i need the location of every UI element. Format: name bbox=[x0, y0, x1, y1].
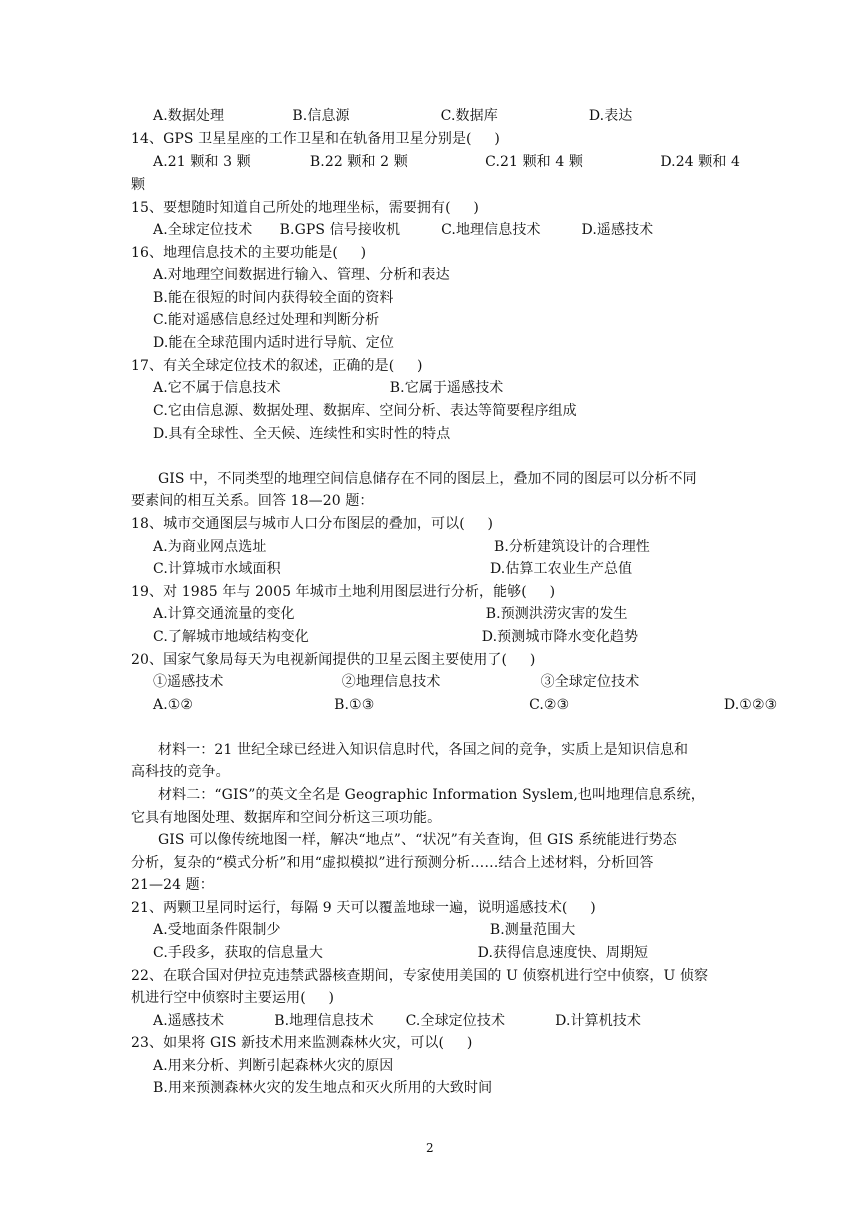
q15-options: A.全球定位技术 B.GPS 信号接收机 C.地理信息技术 D.遥感技术 bbox=[153, 222, 654, 238]
q19-stem: 19、对 1985 年与 2005 年城市土地利用图层进行分析，能够( ) bbox=[131, 584, 556, 600]
q22-options: A.遥感技术 B.地理信息技术 C.全球定位技术 D.计算机技术 bbox=[153, 1013, 641, 1029]
q22-stem-line1: 22、在联合国对伊拉克违禁武器核查期间，专家使用美国的 U 侦察机进行空中侦察，U 侦察 bbox=[131, 968, 709, 984]
material-3-line3: 21—24 题： bbox=[131, 877, 214, 893]
q18-options-ab: A.为商业网点选址 B.分析建筑设计的合理性 bbox=[153, 539, 650, 555]
q16-stem: 16、地理信息技术的主要功能是( ) bbox=[131, 245, 367, 261]
q21-stem: 21、两颗卫星同时运行，每隔 9 天可以覆盖地球一遍，说明遥感技术( ) bbox=[131, 900, 596, 916]
passage-18-20-line2: 要素间的相互关系。回答 18—20 题： bbox=[131, 493, 374, 509]
q17-option-d: D.具有全球性、全天候、连续性和实时性的特点 bbox=[153, 426, 451, 442]
q16-option-d: D.能在全球范围内适时进行导航、定位 bbox=[153, 335, 394, 351]
material-1-line2: 高科技的竞争。 bbox=[131, 764, 230, 780]
q20-stem: 20、国家气象局每天为电视新闻提供的卫星云图主要使用了( ) bbox=[131, 652, 536, 668]
q20-options: A.①② B.①③ C.②③ D.①②③ bbox=[153, 697, 778, 713]
q14-options-wrap: 颗 bbox=[131, 177, 146, 193]
q16-option-c: C.能对遥感信息经过处理和判断分析 bbox=[153, 312, 380, 328]
q23-option-b: B.用来预测森林火灾的发生地点和灭火所用的大致时间 bbox=[153, 1080, 493, 1096]
q18-options-cd: C.计算城市水域面积 D.估算工农业生产总值 bbox=[153, 561, 633, 577]
material-3-line1: GIS 可以像传统地图一样，解决“地点”、“状况”有关查询，但 GIS 系统能进行势态 bbox=[158, 832, 677, 848]
q17-options-ab: A.它不属于信息技术 B.它属于遥感技术 bbox=[153, 380, 504, 396]
q19-options-ab: A.计算交通流量的变化 B.预测洪涝灾害的发生 bbox=[153, 606, 628, 622]
q16-option-b: B.能在很短的时间内获得较全面的资料 bbox=[153, 290, 394, 306]
material-3-line2: 分析，复杂的“模式分析”和用“虚拟模拟”进行预测分析……结合上述材料，分析回答 bbox=[131, 855, 654, 871]
q17-stem: 17、有关全球定位技术的叙述，正确的是( ) bbox=[131, 358, 423, 374]
q19-options-cd: C.了解城市地域结构变化 D.预测城市降水变化趋势 bbox=[153, 629, 639, 645]
q17-option-c: C.它由信息源、数据处理、数据库、空间分析、表达等简要程序组成 bbox=[153, 403, 577, 419]
q21-options-ab: A.受地面条件限制少 B.测量范围大 bbox=[153, 922, 576, 938]
q13-options: A.数据处理 B.信息源 C.数据库 D.表达 bbox=[153, 108, 633, 124]
q14-stem: 14、GPS 卫星星座的工作卫星和在轨备用卫星分别是( ) bbox=[131, 131, 500, 147]
material-1-line1: 材料一：21 世纪全球已经进入知识信息时代，各国之间的竞争，实质上是知识信息和 bbox=[158, 742, 689, 758]
material-2-line2: 它具有地图处理、数据库和空间分析这三项功能。 bbox=[131, 810, 442, 826]
material-2-line1: 材料二：“GIS”的英文全名是 Geographic Information Syslem,也叫地理信息系统， bbox=[158, 787, 705, 803]
q22-stem-line2: 机进行空中侦察时主要运用( ) bbox=[131, 990, 335, 1006]
q21-options-cd: C.手段多，获取的信息量大 D.获得信息速度快、周期短 bbox=[153, 945, 649, 961]
q15-stem: 15、要想随时知道自己所处的地理坐标，需要拥有( ) bbox=[131, 200, 479, 216]
q23-stem: 23、如果将 GIS 新技术用来监测森林火灾，可以( ) bbox=[131, 1035, 473, 1051]
q20-items: ①遥感技术 ②地理信息技术 ③全球定位技术 bbox=[153, 674, 640, 690]
q18-stem: 18、城市交通图层与城市人口分布图层的叠加，可以( ) bbox=[131, 516, 494, 532]
q14-options: A.21 颗和 3 颗 B.22 颗和 2 颗 C.21 颗和 4 颗 D.24 颗和 4 bbox=[153, 154, 741, 170]
passage-18-20-line1: GIS 中，不同类型的地理空间信息储存在不同的图层上，叠加不同的图层可以分析不同 bbox=[158, 471, 697, 487]
q16-option-a: A.对地理空间数据进行输入、管理、分析和表达 bbox=[153, 267, 450, 283]
q23-option-a: A.用来分析、判断引起森林火灾的原因 bbox=[153, 1058, 394, 1074]
page-number: 2 bbox=[426, 1141, 434, 1155]
